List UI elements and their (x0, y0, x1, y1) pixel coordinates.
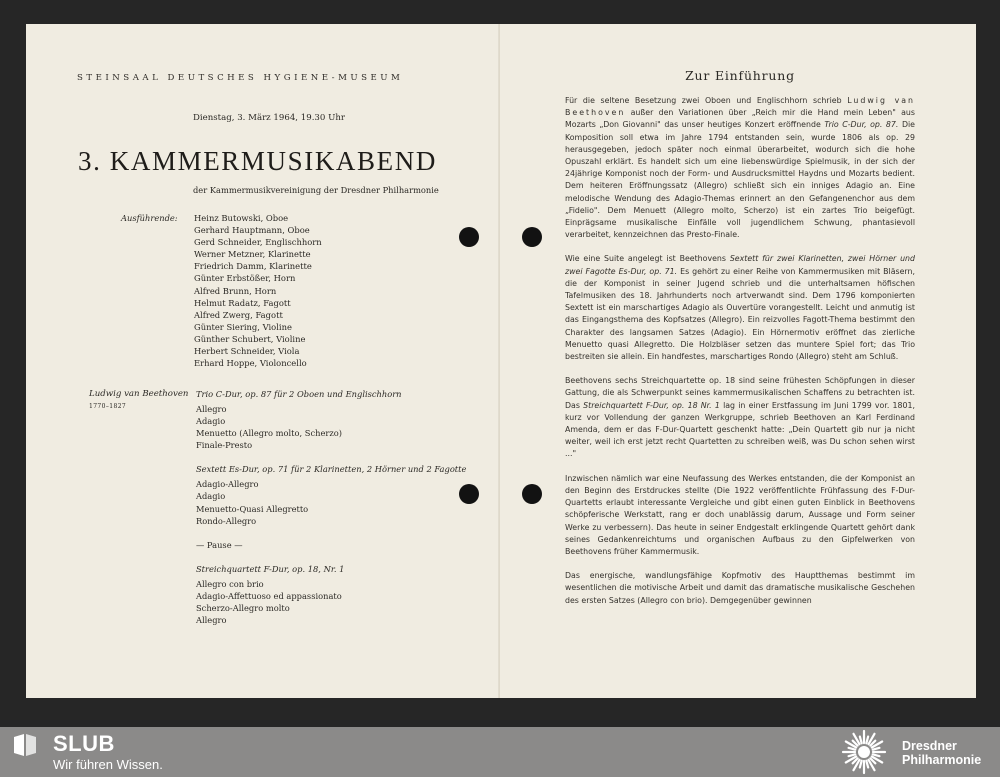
text-span: Beethovens sechs Streichquartette op. 18 sind seine frühesten Schöpfungen in dieser Gattung, die als Schwerpunkt seines kammermusikalischen Schaffens zu betrachten ist. Das (565, 376, 915, 410)
movement: Adagio-Allegro (196, 479, 259, 490)
slub-tagline: Wir führen Wissen. (53, 757, 163, 772)
pause-label: — Pause — (196, 539, 243, 550)
paragraph: Inzwischen nämlich war eine Neufassung des Werkes entstanden, die der Komponist an den Beginn des Erstdruckes stellte (Die 1922 veröffentlichte Frühfassung des F-Dur-Quartetts erlaubt interessante Vergleiche und gibt einen guten Einblick in Beethovens schöpferische Werkstatt, rang er doch unablässig darum, Aussage und Form seiner Werke zu verbessern). Das heute in seiner Endgestalt erklingende Quartett gehört dank seines Gedankenreichtums und organischen Aufbaus zu den Gipfelwerken von Beethovens früher Kammermusik. (565, 473, 915, 556)
page-fold (498, 24, 500, 698)
text-span: außer den Variationen über „Reich mir die Hand mein Leben" aus Mozarts „Don Giovanni" das unser heutiges Konzert eröffnende (565, 108, 915, 130)
introduction-heading: Zur Einführung (685, 68, 795, 83)
text-span: Wie eine Suite angelegt ist Beethovens (565, 254, 726, 264)
work-reference: Streichquartett F-Dur, op. 18 Nr. 1 (583, 400, 720, 410)
performer: Günter Erbstößer, Horn (194, 273, 296, 284)
sunburst-logo-icon[interactable] (839, 729, 889, 775)
punch-hole (522, 227, 542, 247)
movements-list (196, 578, 486, 626)
logo-text-line: Dresdner (902, 739, 957, 753)
page-title: 3. KAMMERMUSIKABEND (78, 146, 437, 176)
performer: Werner Metzner, Klarinette (194, 249, 311, 260)
paragraph (565, 253, 915, 363)
introduction-text (565, 95, 915, 619)
sunburst-ray (849, 748, 856, 750)
performer: Gerd Schneider, Englischhorn (194, 237, 322, 248)
work-reference: Sextett für zwei Klarinetten, zwei Hörner und zwei Fagotte Es-Dur, op. 71. (565, 254, 915, 276)
performer: Günther Schubert, Violine (194, 333, 306, 344)
movement: Adagio-Affettuoso ed appassionato (196, 590, 342, 601)
movements-list (196, 478, 486, 526)
work-title: Sextett Es-Dur, op. 71 für 2 Klarinetten, 2 Hörner und 2 Fagotte (196, 464, 467, 475)
movement: Menuetto (Allegro molto, Scherzo) (196, 428, 342, 439)
sunburst-ray (873, 754, 880, 756)
sunburst-ray (849, 754, 856, 756)
paragraph (565, 375, 915, 460)
performer: Friedrich Damm, Klarinette (194, 261, 312, 272)
performer: Gerhard Hauptmann, Oboe (194, 225, 310, 236)
work-item (196, 463, 486, 526)
movements-list (196, 403, 486, 451)
performers-list (194, 212, 322, 369)
movement: Finale-Presto (196, 440, 253, 451)
performer: Heinz Butowski, Oboe (194, 213, 289, 223)
sunburst-ray (860, 761, 862, 768)
slub-name[interactable]: SLUB (53, 731, 115, 756)
paragraph: Das energische, wandlungsfähige Kopfmotiv des Hauptthemas bestimmt im wesentlichen die motivische Arbeit und damit das dramatische musikalische Geschehen des ersten Satzes (Allegro con brio). Demgegenüber gewinnen (565, 571, 915, 605)
performer: Günter Siering, Violine (194, 321, 292, 332)
concert-date: Dienstag, 3. März 1964, 19.30 Uhr (193, 113, 345, 123)
slub-logo-icon[interactable] (12, 733, 38, 757)
work-item (196, 388, 486, 451)
movement: Adagio (196, 491, 226, 502)
performer: Erhard Hoppe, Violoncello (194, 358, 307, 369)
text-span: Es gehört zu einer Reihe von Kammermusiken mit Bläsern, die der Komponist in seiner Jugend schrieb und die unterhaltsamen höfischen Tafelmusiken des 18. Jahrhunderts noch artverwandt sind. Dem 1796 komponierten Sextett ist ein marschartiges Adagio als Ouvertüre vorangestellt. Leicht und anmutig ist das Eingangsthema des Kopfsatzes (Allegro). Ein reizvolles Fagott-Thema bestimmt den Charakter des langsamen Satzes (Adagio). Ein Hörnermotiv eröffnet das zierliche Menuetto quasi Allegretto. Die Holzbläser setzen das muntere Spiel fort; das Trio bestreiten sie allein. Ein handfestes, marschartiges Rondo (Allegro) steht am Schluß. (565, 266, 915, 362)
text-span: Für die seltene Besetzung zwei Oboen und Englischhorn schrieb (565, 96, 842, 105)
program-list (196, 388, 486, 638)
movement: Scherzo-Allegro molto (196, 602, 290, 613)
performer: Alfred Brunn, Horn (194, 285, 277, 296)
composer-name-spaced: Ludwig van Beethoven (565, 96, 916, 118)
logo-text-line: Philharmonie (902, 753, 982, 767)
sunburst-ray (873, 748, 880, 750)
dresdner-philharmonie-logo-text[interactable] (902, 739, 981, 767)
sunburst-ray (866, 761, 868, 768)
venue: STEINSAAL DEUTSCHES HYGIENE-MUSEUM (77, 73, 404, 83)
movement: Allegro con brio (196, 578, 264, 589)
composer-name: Ludwig van Beethoven (89, 389, 189, 399)
work-title: Trio C-Dur, op. 87 für 2 Oboen und Englischhorn (196, 389, 402, 399)
sunburst-ray (860, 737, 862, 744)
punch-hole (522, 484, 542, 504)
sunburst-ray (866, 737, 868, 744)
punch-hole (459, 227, 479, 247)
performer: Alfred Zwerg, Fagott (194, 309, 283, 320)
movement: Allegro (196, 404, 227, 414)
movement: Menuetto-Quasi Allegretto (196, 503, 309, 514)
work-item (196, 563, 486, 626)
movement: Adagio (196, 416, 226, 427)
work-title: Streichquartett F-Dur, op. 18, Nr. 1 (196, 563, 345, 574)
performer: Herbert Schneider, Viola (194, 346, 300, 357)
composer-years: 1770–1827 (89, 403, 127, 410)
text-span: Die Komposition soll etwa im Jahre 1794 entstanden sein, wurde 1806 als op. 29 herausgegeben, jedoch später noch einmal überarbeitet, wodurch sich die hohe Opuszahl erklärt. Es handelt sich um eine liebenswürdige Spielmusik, in der sich der 24jährige Komponist noch der Form- und Ausdrucksmittel Haydns und Mozarts bedient. Dem heiteren Eröffnungssatz (Allegro) schließt sich ein inniges Adagio an. Eine melodische Wendung des Adagio-Themas erinnert an den Gefangenenchor aus dem „Fidelio". Dem Menuett (Allegro molto, Scherzo) ist ein zartes Trio beigefügt. Einprägsame musikalische Einfälle voll jugendlichem Schwung, phantasievoll verarbeitet, kennzeichnen das Presto-Finale. (565, 120, 915, 240)
subtitle: der Kammermusikvereinigung der Dresdner Philharmonie (193, 185, 439, 195)
performer: Helmut Radatz, Fagott (194, 297, 291, 308)
movement: Allegro (196, 615, 227, 626)
movement: Rondo-Allegro (196, 515, 257, 526)
work-reference: Trio C-Dur, op. 87. (824, 120, 899, 130)
text-span: lag in einer Erstfassung im Juni 1799 vor. 1801, kurz vor Vollendung der ganzen Werkgruppe, schrieb Beethoven an Karl Ferdinand Amenda, dem er das F-Dur-Quartett geschenkt hatte: „Dein Quartett gib nur ja nicht weiter, weil ich erst jetzt recht Quartetten zu schreiben weiß, was Du schon sehen wirst ..." (565, 400, 915, 459)
performers-label: Ausführende: (121, 213, 178, 223)
paragraph (565, 95, 915, 241)
